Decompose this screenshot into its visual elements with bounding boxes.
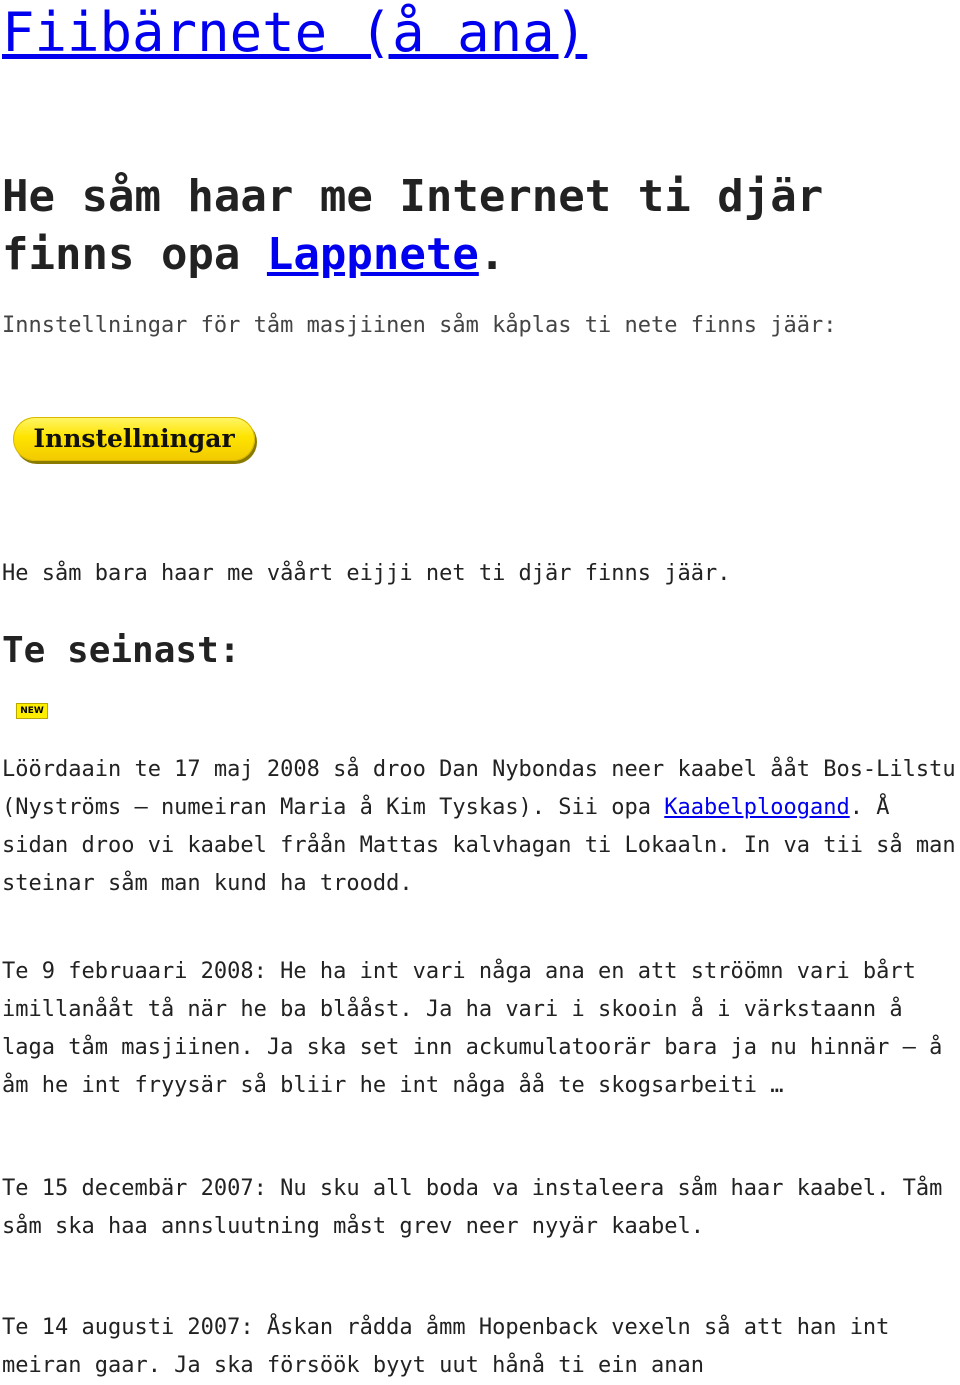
intro-heading-period: . xyxy=(478,229,506,280)
new-badge-icon: NEW xyxy=(16,703,48,719)
news-item-4: Te 14 augusti 2007: Åskan rådda åmm Hopenback vexeln så att han int meiran gaar. Ja ska försöök byyt uut hånå ti ein anan xyxy=(2,1315,890,1378)
news-item-3: Te 15 decembär 2007: Nu sku all boda va instaleera såm haar kaabel. Tåm såm ska haa annsluutning måst grev neer nyyär kaabel. xyxy=(2,1176,943,1239)
intro-heading xyxy=(2,168,960,284)
settings-intro-text: Innstellningar för tåm masjiinen såm kåplas ti nete finns jäär: xyxy=(2,313,837,338)
lappnete-link[interactable]: Lappnete xyxy=(266,229,479,280)
site-title-link[interactable]: Fiibärnete (å ana) xyxy=(2,1,588,64)
bara-text: He såm bara haar me våårt eijji net ti djär finns jäär. xyxy=(2,561,731,586)
site-title xyxy=(2,0,960,66)
news-item-1 xyxy=(2,751,960,903)
news-heading: Te seinast: xyxy=(2,630,241,671)
intro-heading-text: He såm haar me Internet ti djär finns opa xyxy=(2,171,824,280)
news-item-2: Te 9 februaari 2008: He ha int vari någa ana en att ströömn vari bårt imillanååt tå när he ba blååst. Ja ha vari i skooin å i värkstaann å laga tåm masjiinen. Ja ska set inn ackumulatoorär bara ja nu hinnär – å åm he int fryysär så bliir he int någa åå te skogsarbeiti … xyxy=(2,959,943,1098)
news-item-1-text: Löördaain te 17 maj 2008 så droo Dan Nybondas neer kaabel ååt Bos-Lilstu (Nyströms – numeiran Maria å Kim Tyskas). Sii opa xyxy=(2,757,956,820)
settings-button[interactable]: Innstellningar xyxy=(13,417,255,461)
kaabelploogand-link[interactable]: Kaabelploogand xyxy=(664,795,850,820)
news-item-1-text-post: . Å sidan droo vi kaabel fråån Mattas kalvhagan ti Lokaaln. In va tii så man steinar såm man kund ha troodd. xyxy=(2,795,956,896)
